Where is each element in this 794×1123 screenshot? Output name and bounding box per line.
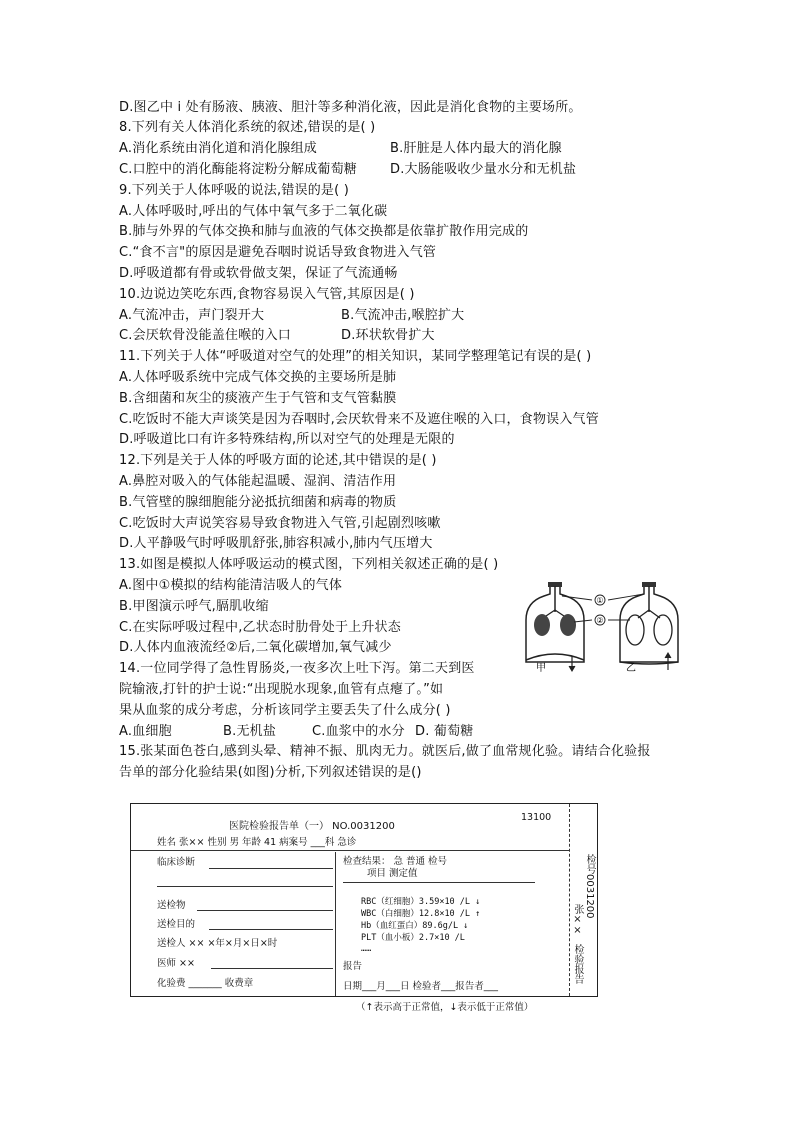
breathing-model-figure	[522, 580, 692, 672]
question-8-option-a: A.消化系统由消化道和消化腺组成	[119, 141, 317, 156]
question-12-option-c: C.吃饭时大声说笑容易导致食物进入气管,引起剧烈咳嗽	[119, 516, 441, 531]
question-10-option-b: B.气流冲击,喉腔扩大	[341, 308, 465, 323]
label-jia: 甲	[536, 663, 546, 672]
question-11-option-c: C.吃饭时不能大声谈笑是因为吞咽时,会厌软骨来不及遮住喉的入口，食物误入气管	[119, 412, 599, 427]
question-9-option-d: D.呼吸道都有骨或软骨做支架，保证了气流通畅	[119, 266, 398, 281]
question-12-option-a: A.鼻腔对吸入的气体能起温暖、湿润、清洁作用	[119, 474, 397, 489]
question-14-option-c: C.血浆中的水分	[312, 724, 405, 739]
lung-balloon-left-inflated	[626, 615, 644, 645]
question-13-stem: 13.如图是模拟人体呼吸运动的模式图，下列相关叙述正确的是( )	[119, 557, 499, 572]
question-14-stem-3: 果从血浆的成分考虑，分析该同学主要丢失了什么成分( )	[119, 703, 451, 718]
lab-report	[130, 803, 598, 997]
label-yi: 乙	[626, 663, 636, 672]
question-9-option-b: B.肺与外界的气体交换和肺与血液的气体交换都是依靠扩散作用完成的	[119, 224, 529, 239]
report-purpose: 送检目的	[157, 919, 196, 930]
report-result-hb: Hb（血红蛋白）89.6g/L ↓	[361, 921, 469, 931]
question-11-stem: 11.下列关于人体“呼吸道对空气的处理”的相关知识，某同学整理笔记有误的是( )	[119, 349, 592, 364]
report-footnote: （↑表示高于正常值，↓表示低于正常值）	[356, 1002, 534, 1013]
report-side-name: 张××	[572, 904, 583, 936]
question-11-option-b: B.含细菌和灰尘的痰液产生于气管和支气管黏膜	[119, 391, 397, 406]
report-fee: 化验费 _______ 收费章	[157, 978, 254, 989]
question-13-option-a: A.图中①模拟的结构能清洁吸人的气体	[119, 578, 343, 593]
question-13-option-c: C.在实际呼吸过程中,乙状态时肋骨处于上升状态	[119, 620, 401, 635]
question-8-option-b: B.肝脏是人体内最大的消化腺	[390, 141, 562, 156]
lung-balloon-right	[560, 614, 576, 636]
lung-balloon-right-inflated	[654, 615, 672, 645]
question-11-option-a: A.人体呼吸系统中完成气体交换的主要场所是肺	[119, 370, 397, 385]
report-result-title: 检查结果： 急 普通 检号	[343, 856, 448, 867]
question-12-option-d: D.人平静吸气时呼吸肌舒张,肺容积减小,肺内气压增大	[119, 536, 433, 551]
jar-yi	[620, 582, 678, 670]
report-clinical: 临床诊断	[157, 857, 196, 868]
report-columns: 项目 测定值	[367, 868, 418, 879]
diaphragm-membrane	[526, 654, 584, 660]
question-12-option-b: B.气管壁的腺细胞能分泌抵抗细菌和病毒的物质	[119, 495, 397, 510]
arrow-up-icon	[665, 653, 671, 658]
report-sender: 送检人 ×× ×年×月×日×时	[157, 938, 278, 949]
question-15-stem-1: 15.张某面色苍白,感到头晕、精神不振、肌肉无力。就医后,做了血常规化验。请结合化验报	[119, 744, 651, 759]
report-code: 13100	[521, 812, 552, 823]
question-9-stem: 9.下列关于人体呼吸的说法,错误的是( )	[119, 183, 350, 198]
question-15-stem-2: 告单的部分化验结果(如图)分析,下列叙述错误的是()	[119, 765, 422, 780]
report-title: 医院检验报告单（一） NO.0031200	[229, 821, 395, 832]
report-result-wbc: WBC（白细胞）12.8×10 /L ↑	[361, 909, 481, 919]
label-1: ①	[596, 596, 604, 605]
question-14-option-a: A.血细胞	[119, 724, 172, 739]
report-result-rbc: RBC（红细胞）3.59×10 /L ↓	[361, 897, 481, 907]
question-9-option-c: C.“食不言"的原因是避免吞咽时说话导致食物进入气管	[119, 245, 437, 260]
lung-balloon-left	[534, 614, 550, 636]
report-result-more: ……	[361, 944, 372, 954]
question-10-option-d: D.环状软骨扩大	[341, 328, 435, 343]
question-13-option-b: B.甲图演示呼气,膈肌收缩	[119, 599, 269, 614]
question-10-option-c: C.会厌软骨没能盖住喉的入口	[119, 328, 292, 343]
question-11-option-d: D.呼吸道比口有许多特殊结构,所以对空气的处理是无限的	[119, 432, 455, 447]
question-10-stem: 10.边说边笑吃东西,食物容易误入气管,其原因是( )	[119, 287, 415, 302]
report-doctor: 医师 ××	[157, 958, 195, 969]
arrow-down-icon	[569, 666, 575, 671]
report-sample: 送检物	[157, 900, 186, 911]
jar-jia	[526, 582, 584, 671]
question-12-stem: 12.下列是关于人体的呼吸方面的论述,其中错误的是( )	[119, 453, 437, 468]
question-8-stem: 8.下列有关人体消化系统的叙述,错误的是( )	[119, 120, 376, 135]
question-14-option-b: B.无机盐	[223, 724, 277, 739]
question-7-option-d: D.图乙中 i 处有肠液、胰液、胆汁等多种消化液，因此是消化食物的主要场所。	[119, 100, 582, 115]
report-name-row: 姓名 张×× 性别 男 年龄 41 病案号 ___科 急诊	[157, 837, 357, 848]
report-label: 报告	[343, 961, 363, 972]
label-2: ②	[596, 616, 604, 625]
report-side-title: 检验报告	[572, 944, 583, 984]
question-14-stem-2: 院输液,打针的护士说:“出现脱水现象,血管有点瘪了。”如	[119, 682, 444, 697]
report-side-code: 检号0031200	[584, 854, 595, 919]
question-10-option-a: A.气流冲击，声门裂开大	[119, 308, 265, 323]
question-14-option-d: D. 葡萄糖	[415, 724, 474, 739]
question-13-option-d: D.人体内血液流经②后,二氧化碳增加,氧气减少	[119, 640, 392, 655]
question-8-option-c: C.口腔中的消化酶能将淀粉分解成葡萄糖	[119, 162, 358, 177]
question-9-option-a: A.人体呼吸时,呼出的气体中氧气多于二氧化碳	[119, 204, 388, 219]
question-14-stem-1: 14.一位同学得了急性胃肠炎,一夜多次上吐下泻。第二天到医	[119, 661, 475, 676]
report-result-plt: PLT（血小板）2.7×10 /L	[361, 933, 465, 943]
report-date-row: 日期___月___日 检验者___报告者___	[343, 981, 499, 992]
question-8-option-d: D.大肠能吸收少量水分和无机盐	[390, 162, 577, 177]
